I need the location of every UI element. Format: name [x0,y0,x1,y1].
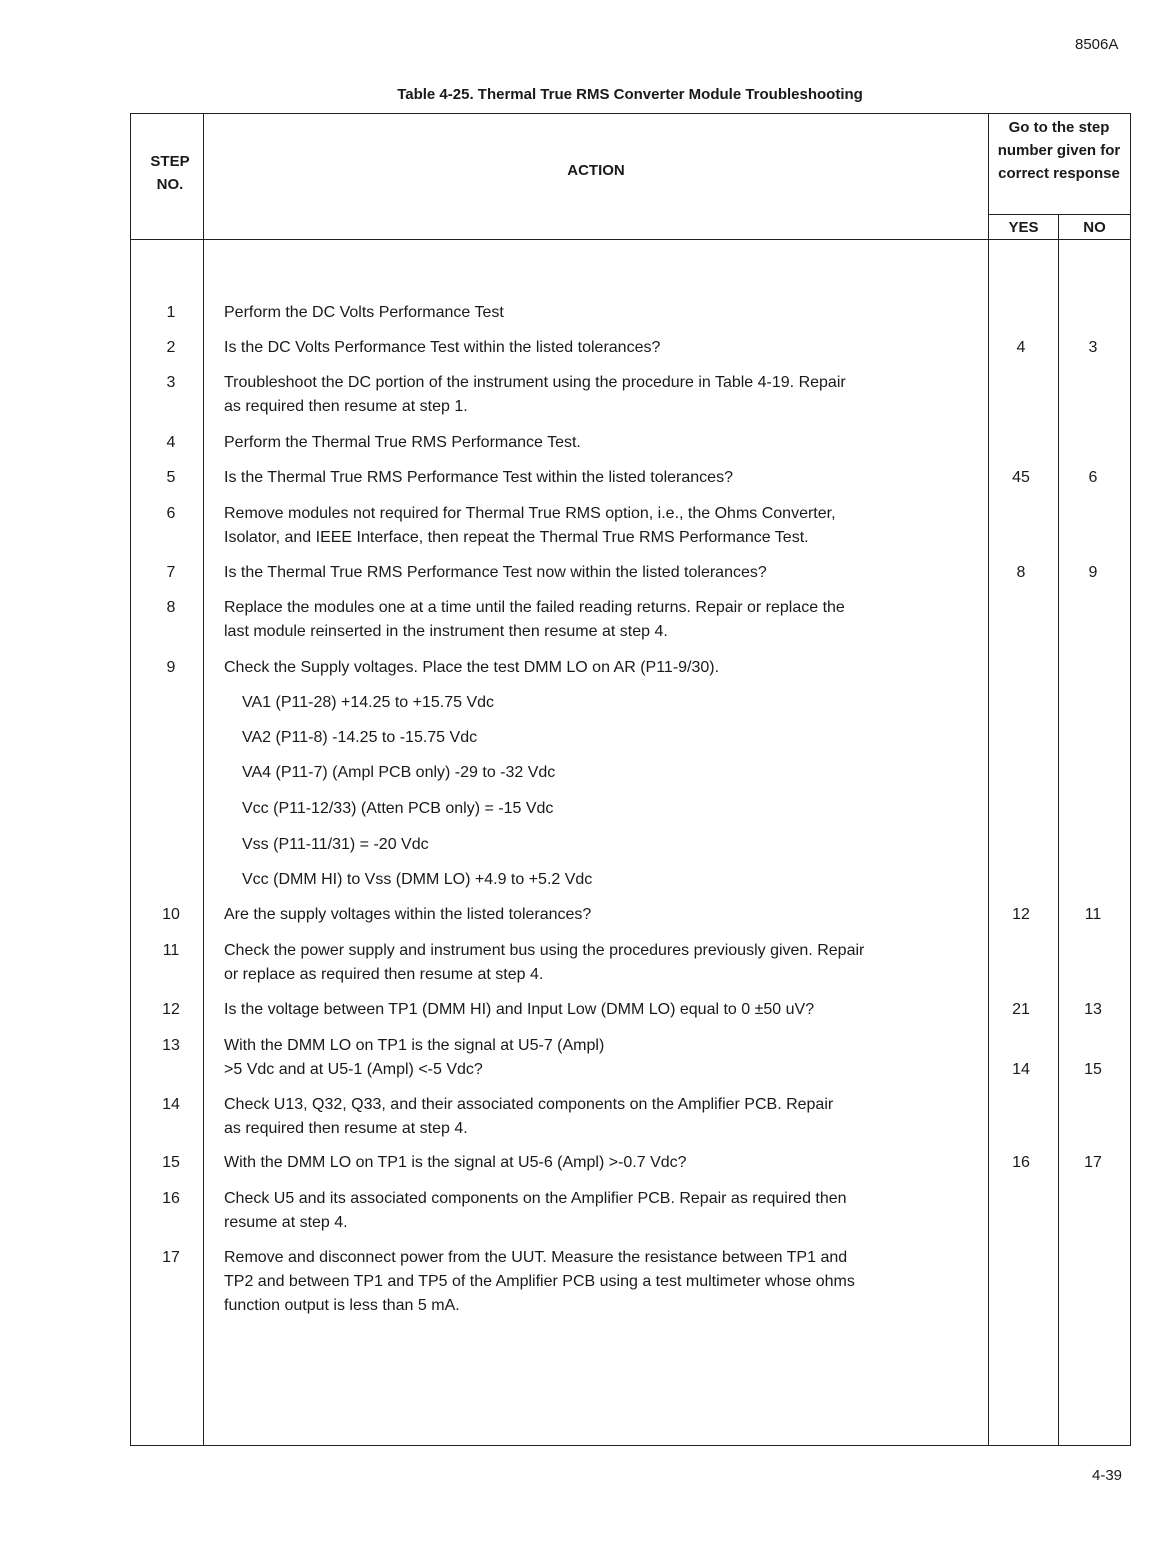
no-goto: 15 [1084,1061,1102,1078]
header-action: ACTION [567,162,625,179]
voltage-spec [242,761,992,785]
step-number: 7 [166,564,176,581]
action-text [224,301,974,325]
action-line: Remove modules not required for Thermal True RMS option, i.e., the Ohms Converter, [224,505,836,522]
yes-goto: 8 [1016,564,1026,581]
voltage-spec [242,833,992,857]
header-divider [130,239,1131,240]
step-number: 14 [162,1096,180,1113]
action-line: or replace as required then resume at step 4. [224,966,544,983]
action-text [224,998,974,1022]
step-number: 13 [162,1037,180,1054]
step-number: 17 [162,1249,180,1266]
yes-goto: 21 [1012,1001,1030,1018]
action-line: Troubleshoot the DC portion of the instrument using the procedure in Table 4-19. Repair [224,374,846,391]
action-text [224,596,974,644]
action-text [224,1093,974,1141]
action-line: resume at step 4. [224,1214,348,1231]
action-text [224,903,974,927]
table-border-bottom [130,1445,1131,1446]
action-line: VA2 (P11-8) -14.25 to -15.75 Vdc [242,729,478,746]
yes-goto: 14 [1012,1061,1030,1078]
header-no: NO [1083,219,1106,236]
action-text [224,336,974,360]
step-number: 16 [162,1190,180,1207]
step-number: 5 [166,469,176,486]
action-line: as required then resume at step 4. [224,1120,468,1137]
action-text [224,561,974,585]
step-number: 4 [166,434,176,451]
action-line: Is the Thermal True RMS Performance Test now within the listed tolerances? [224,564,767,581]
no-goto: 3 [1088,339,1098,356]
action-line: function output is less than 5 mA. [224,1297,460,1314]
action-line: VA1 (P11-28) +14.25 to +15.75 Vdc [242,694,495,711]
header-yes: YES [1008,219,1039,236]
action-line: as required then resume at step 1. [224,398,468,415]
page-number: 4-39 [1092,1467,1123,1484]
no-goto: 9 [1088,564,1098,581]
voltage-spec [242,868,992,892]
action-line: last module reinserted in the instrument then resume at step 4. [224,623,668,640]
action-line: Remove and disconnect power from the UUT. Measure the resistance between TP1 and [224,1249,848,1266]
header-goto: Go to the step number given for correct response [997,119,1121,182]
voltage-spec [242,726,992,750]
step-number: 3 [166,374,176,391]
yes-goto: 16 [1012,1154,1030,1171]
action-line: Check the power supply and instrument bus using the procedures previously given. Repair [224,942,865,959]
step-number: 15 [162,1154,180,1171]
step-number: 9 [166,659,176,676]
action-line: TP2 and between TP1 and TP5 of the Amplifier PCB using a test multimeter whose ohms [224,1273,855,1290]
voltage-spec [242,691,992,715]
no-goto: 13 [1084,1001,1102,1018]
no-goto: 11 [1084,906,1102,923]
action-line: With the DMM LO on TP1 is the signal at U5-7 (Ampl) [224,1037,605,1054]
action-line: Check the Supply voltages. Place the test DMM LO on AR (P11-9/30). [224,659,720,676]
column-divider [1058,214,1059,1446]
action-line: Is the DC Volts Performance Test within the listed tolerances? [224,339,661,356]
yes-goto: 12 [1012,906,1030,923]
action-text [224,1246,974,1318]
step-number: 10 [162,906,180,923]
action-line: Are the supply voltages within the listed tolerances? [224,906,592,923]
action-line: Vcc (DMM HI) to Vss (DMM LO) +4.9 to +5.2 Vdc [242,871,593,888]
action-text [224,1034,974,1082]
step-number: 6 [166,505,176,522]
action-line: Is the Thermal True RMS Performance Test within the listed tolerances? [224,469,733,486]
action-line: Check U13, Q32, Q33, and their associated components on the Amplifier PCB. Repair [224,1096,834,1113]
action-text [224,656,974,680]
action-text [224,1151,974,1175]
step-number: 1 [166,304,176,321]
step-number: 12 [162,1001,180,1018]
step-number: 8 [166,599,176,616]
action-text [224,371,974,419]
action-line: Perform the DC Volts Performance Test [224,304,504,321]
table-border-top [130,113,1131,114]
action-line: Is the voltage between TP1 (DMM HI) and Input Low (DMM LO) equal to 0 ±50 uV? [224,1001,815,1018]
action-line: Check U5 and its associated components on the Amplifier PCB. Repair as required then [224,1190,847,1207]
step-number: 2 [166,339,176,356]
table-title: Table 4-25. Thermal True RMS Converter Module Troubleshooting [397,86,863,103]
action-text [224,431,974,455]
table-border-right [1130,113,1131,1446]
action-text [224,466,974,490]
document-number: 8506A [1075,36,1119,53]
action-line: Isolator, and IEEE Interface, then repeat the Thermal True RMS Performance Test. [224,529,809,546]
action-line: VA4 (P11-7) (Ampl PCB only) -29 to -32 Vdc [242,764,556,781]
yes-goto: 4 [1016,339,1026,356]
action-line: Replace the modules one at a time until the failed reading returns. Repair or replace the [224,599,845,616]
column-divider [203,113,204,1446]
action-line: Perform the Thermal True RMS Performance Test. [224,434,581,451]
header-step-no: STEP NO. [150,153,190,193]
action-line: With the DMM LO on TP1 is the signal at U5-6 (Ampl) >-0.7 Vdc? [224,1154,687,1171]
voltage-spec [242,797,992,821]
table-border-left [130,113,131,1446]
action-text [224,1187,974,1235]
action-line: Vss (P11-11/31) = -20 Vdc [242,836,429,853]
yes-no-divider [988,214,1131,215]
action-line: >5 Vdc and at U5-1 (Ampl) <-5 Vdc? [224,1061,483,1078]
action-line: Vcc (P11-12/33) (Atten PCB only) = -15 Vdc [242,800,554,817]
no-goto: 17 [1084,1154,1102,1171]
step-number: 11 [162,942,180,959]
no-goto: 6 [1088,469,1098,486]
action-text [224,939,974,987]
action-text [224,502,974,550]
yes-goto: 45 [1012,469,1030,486]
